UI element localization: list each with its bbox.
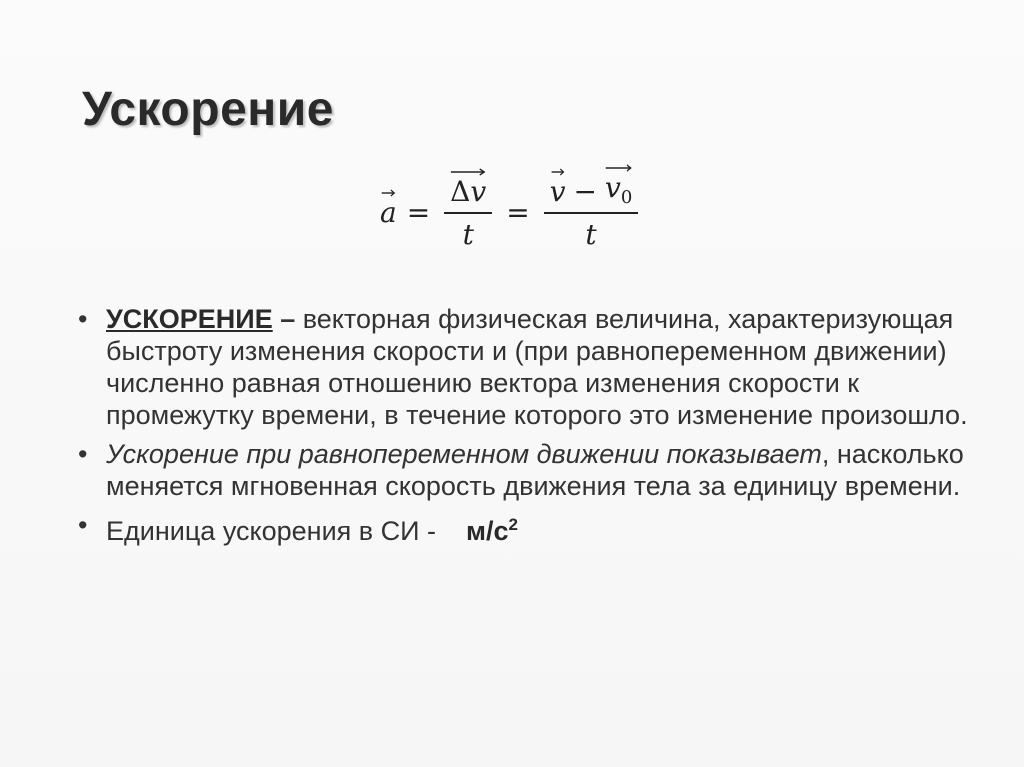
si-unit-base: м/с — [466, 516, 509, 546]
formula-v0-subscript: 0 — [620, 186, 633, 208]
bullet-meaning — [78, 438, 978, 502]
definition-text: векторная физическая величина, характеризующая быстроту изменения скорости и (при равнопеременном движении) численно равная отношению вектора изменения скорости к промежутку времени, в течение которого это изменение произошло. — [106, 304, 968, 430]
vector-v0 — [605, 171, 632, 208]
formula-fraction-1 — [444, 170, 492, 256]
bullet-unit — [78, 509, 978, 547]
meaning-italic-text: Ускорение при равнопеременном движении показывает — [106, 439, 822, 469]
definition-term: УСКОРЕНИЕ — [106, 304, 273, 334]
formula-velocity: v — [470, 174, 487, 208]
vector-arrow-icon — [450, 167, 486, 177]
fraction-bar — [444, 212, 492, 214]
formula-v: v — [549, 174, 566, 208]
formula-delta: Δ — [450, 174, 471, 208]
si-unit-exponent: 2 — [508, 515, 519, 534]
vector-arrow-icon — [550, 167, 566, 177]
bullet-list — [78, 303, 978, 554]
formula-lhs: a — [380, 196, 397, 229]
vector-arrow-icon — [380, 188, 397, 198]
si-unit — [466, 516, 518, 546]
unit-text: Единица ускорения в СИ - — [106, 516, 437, 546]
bullet-icon: • — [78, 304, 88, 334]
bullet-icon: • — [78, 510, 88, 540]
vector-arrow-icon — [605, 163, 632, 173]
slide-title: Ускорение — [82, 83, 334, 136]
definition-dash: – — [272, 304, 296, 334]
bullet-icon: • — [78, 439, 88, 469]
formula-equals-2: = — [506, 196, 530, 229]
formula-minus: − — [573, 174, 597, 208]
bullet-definition — [78, 303, 978, 431]
formula-equals-1: = — [406, 196, 431, 229]
formula-v0: v — [605, 170, 621, 204]
meaning-text: , насколько меняется мгновенная скорость движения тела за единицу времени. — [106, 439, 964, 501]
vector-delta-v — [450, 175, 486, 208]
formula-denominator-1: t — [462, 217, 474, 251]
vector-v — [550, 175, 566, 208]
formula-denominator-2: t — [585, 217, 597, 251]
vector-a — [380, 196, 397, 229]
fraction-bar — [544, 212, 639, 214]
acceleration-formula — [380, 165, 642, 260]
formula-fraction-2 — [544, 170, 639, 256]
